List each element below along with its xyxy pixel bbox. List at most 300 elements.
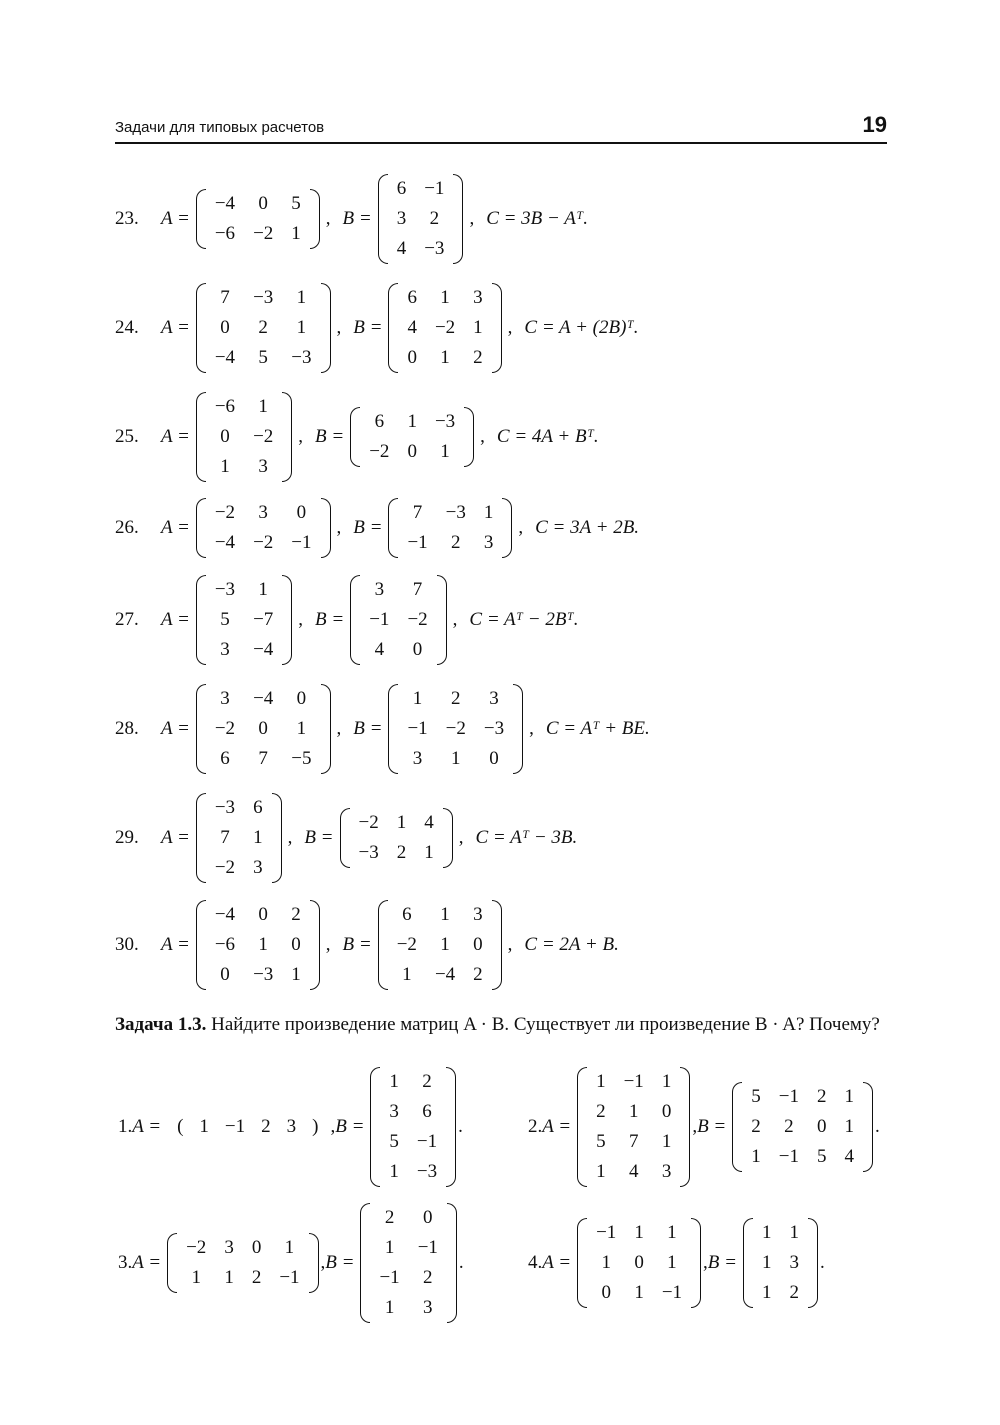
matrix-a — [196, 283, 331, 373]
matrix-row — [398, 528, 502, 558]
matrix-entry: −1 — [778, 1086, 799, 1107]
matrix-entry: 3 — [253, 857, 263, 878]
matrix-b-label: B = — [304, 827, 334, 848]
matrix-row — [206, 930, 310, 960]
vector-entry: 1 — [199, 1116, 209, 1137]
matrix-row — [206, 900, 310, 930]
matrix-entry: 1 — [224, 1267, 234, 1288]
matrix-row — [206, 528, 321, 558]
matrix-entry: 3 — [374, 579, 385, 600]
problem-23 — [115, 174, 588, 264]
formula: C = 3A + 2B. — [535, 517, 640, 538]
matrix-row — [388, 930, 492, 960]
matrix-row — [360, 635, 436, 665]
matrix-entry: 5 — [389, 1131, 399, 1152]
matrix-entry: −6 — [214, 396, 236, 417]
matrix-entry: 2 — [258, 317, 268, 338]
comma: , — [336, 317, 342, 338]
matrix-entry: −2 — [434, 317, 456, 338]
left-paren — [370, 1067, 380, 1187]
vector-entry: 2 — [261, 1116, 271, 1137]
matrix-b-label: B = — [325, 1252, 355, 1273]
matrix-entry: 6 — [422, 1101, 432, 1122]
right-paren — [691, 1218, 701, 1308]
matrix-grid — [388, 900, 492, 990]
matrix-row — [206, 189, 310, 219]
matrix-a-label: A = — [161, 208, 190, 229]
matrix-row — [753, 1278, 808, 1308]
left-paren — [388, 283, 398, 373]
matrix-entry: 1 — [667, 1222, 677, 1243]
matrix-row — [398, 283, 491, 313]
left-paren — [196, 900, 206, 990]
matrix-entry: 1 — [661, 1131, 672, 1152]
matrix-entry: 3 — [389, 1101, 399, 1122]
comma: , — [287, 827, 293, 848]
left-paren — [388, 498, 398, 558]
matrix-entry: −6 — [214, 934, 236, 955]
right-paren — [447, 1203, 457, 1323]
matrix-entry: −3 — [416, 1161, 438, 1182]
matrix-entry: 5 — [751, 1086, 761, 1107]
matrix-entry: 1 — [634, 1282, 644, 1303]
matrix-b-label: B = — [315, 426, 345, 447]
matrix-entry: 1 — [667, 1252, 677, 1273]
matrix-entry: 1 — [389, 1071, 399, 1092]
left-paren — [196, 392, 206, 482]
matrix-entry: −3 — [291, 347, 312, 368]
matrix-entry: 1 — [296, 718, 307, 739]
matrix-row — [388, 174, 454, 204]
matrix-entry: 0 — [412, 639, 423, 660]
matrix-a-label: A = — [161, 517, 190, 538]
matrix-entry: −1 — [778, 1146, 799, 1167]
matrix-row — [398, 343, 491, 373]
matrix-a — [577, 1067, 690, 1187]
comma: , — [518, 517, 524, 538]
matrix-row — [206, 684, 321, 714]
matrix-entry: 1 — [291, 223, 301, 244]
matrix-a-label: A = — [161, 317, 190, 338]
comma: , — [507, 317, 513, 338]
matrix-a-label: A = — [132, 1252, 162, 1273]
matrix-entry: −2 — [253, 223, 274, 244]
comma: , — [480, 426, 485, 447]
left-paren — [196, 283, 206, 373]
matrix-entry: −4 — [214, 347, 236, 368]
matrix-entry: −3 — [483, 718, 505, 739]
task-problem-3: 3. A = −2 3 0 1 1 1 2 −1 , B = 2 0 1 −1 −1 2 1 3 . — [118, 1203, 464, 1323]
matrix-entry: −1 — [417, 1237, 438, 1258]
left-paren — [196, 575, 206, 665]
matrix-entry: 1 — [761, 1252, 772, 1273]
matrix-entry: −2 — [253, 426, 274, 447]
page-number: 19 — [862, 112, 887, 137]
matrix-row — [398, 684, 513, 714]
matrix-entry: −1 — [416, 1131, 438, 1152]
matrix-entry: 5 — [596, 1131, 606, 1152]
matrix-a-label: A = — [132, 1116, 162, 1137]
matrix-entry: −3 — [424, 238, 445, 259]
matrix-row — [360, 605, 436, 635]
matrix-entry: 1 — [412, 688, 423, 709]
matrix-row — [177, 1233, 308, 1263]
matrix-entry: −4 — [253, 688, 274, 709]
matrix-entry: −4 — [214, 532, 236, 553]
problem-number: 3. — [118, 1252, 133, 1273]
comma: , — [325, 208, 331, 229]
left-paren — [378, 174, 388, 264]
matrix-row — [206, 793, 272, 823]
matrix-entry: 0 — [220, 964, 230, 985]
left-paren — [577, 1067, 587, 1187]
matrix-entry: −1 — [596, 1222, 617, 1243]
right-paren — [446, 1067, 456, 1187]
matrix-entry: 1 — [473, 317, 483, 338]
matrix-entry: −1 — [279, 1267, 300, 1288]
matrix-entry: 0 — [220, 426, 230, 447]
matrix-grid — [206, 900, 310, 990]
matrix-a-label: A = — [542, 1116, 572, 1137]
matrix-entry: 2 — [473, 347, 483, 368]
formula: C = 2A + B. — [524, 934, 619, 955]
matrix-grid — [206, 189, 310, 249]
matrix-row — [587, 1278, 691, 1308]
matrix-row — [370, 1203, 446, 1233]
matrix-row — [206, 853, 272, 883]
right-paren — [513, 684, 523, 774]
comma: , — [298, 426, 304, 447]
left-paren — [350, 407, 360, 467]
matrix-entry: 1 — [384, 1297, 395, 1318]
matrix-entry: 7 — [412, 502, 423, 523]
matrix-row — [388, 900, 492, 930]
matrix-entry: 0 — [407, 347, 417, 368]
matrix-entry: 2 — [422, 1071, 432, 1092]
comma: , — [452, 609, 458, 630]
matrix-entry: 4 — [844, 1146, 854, 1167]
matrix-entry: −2 — [214, 857, 236, 878]
right-paren — [492, 900, 502, 990]
matrix-entry: 0 — [473, 934, 483, 955]
vector-entry: −1 — [224, 1116, 246, 1137]
right-paren — [321, 283, 331, 373]
matrix-row — [360, 575, 436, 605]
matrix-row — [753, 1248, 808, 1278]
matrix-entry: 3 — [396, 208, 407, 229]
matrix-entry: −1 — [407, 532, 428, 553]
matrix-row — [206, 823, 272, 853]
matrix-entry: 2 — [751, 1116, 761, 1137]
right-paren — [321, 684, 331, 774]
matrix-row — [587, 1097, 680, 1127]
matrix-entry: 2 — [384, 1207, 395, 1228]
matrix-row — [206, 392, 282, 422]
left-paren — [196, 684, 206, 774]
problem-number: 26. — [115, 517, 139, 538]
right-paren — [680, 1067, 690, 1187]
left-paren — [732, 1082, 742, 1172]
matrix-entry: 7 — [220, 287, 230, 308]
matrix-b — [732, 1082, 873, 1172]
matrix-b — [360, 1203, 456, 1323]
matrix-row — [350, 808, 443, 838]
matrix-entry: −3 — [445, 502, 466, 523]
left-paren — [378, 900, 388, 990]
matrix-row — [206, 498, 321, 528]
matrix-entry: 7 — [628, 1131, 639, 1152]
matrix-entry: −4 — [434, 964, 456, 985]
matrix-grid — [206, 684, 321, 774]
matrix-entry: 1 — [253, 827, 263, 848]
matrix-row — [350, 838, 443, 868]
matrix-entry: 5 — [258, 347, 268, 368]
matrix-row — [206, 744, 321, 774]
matrix-row — [587, 1218, 691, 1248]
right-paren — [502, 498, 512, 558]
matrix-entry: −2 — [186, 1237, 207, 1258]
matrix-grid — [753, 1218, 808, 1308]
matrix-a — [196, 498, 331, 558]
matrix-entry: 5 — [220, 609, 230, 630]
right-paren — [272, 793, 282, 883]
comma: , — [298, 609, 304, 630]
matrix-entry: 1 — [596, 1161, 606, 1182]
matrix-a — [196, 684, 331, 774]
matrix-row — [206, 283, 321, 313]
matrix-grid — [742, 1082, 863, 1172]
problem-number: 2. — [528, 1116, 543, 1137]
matrix-entry: 6 — [407, 287, 417, 308]
matrix-entry: 0 — [634, 1252, 644, 1273]
matrix-entry: 4 — [396, 238, 407, 259]
comma: , — [336, 517, 342, 538]
matrix-entry: 1 — [601, 1252, 611, 1273]
matrix-entry: −1 — [407, 718, 428, 739]
matrix-row — [206, 343, 321, 373]
comma: , — [325, 934, 331, 955]
matrix-entry: 6 — [402, 904, 412, 925]
matrix-row — [388, 960, 492, 990]
matrix-a-label: A = — [161, 426, 190, 447]
matrix-entry: 3 — [412, 748, 423, 769]
task-problem-4: 4. A = −1 1 1 1 0 1 0 1 −1 , B = 1 1 1 3 1 2 . — [528, 1218, 825, 1308]
matrix-entry: 1 — [396, 812, 407, 833]
matrix-entry: −2 — [445, 718, 466, 739]
problem-30 — [115, 900, 619, 990]
matrix-grid — [587, 1218, 691, 1308]
right-paren — [282, 575, 292, 665]
matrix-entry: −1 — [291, 532, 312, 553]
matrix-row — [587, 1157, 680, 1187]
right-paren — [453, 174, 463, 264]
matrix-row — [177, 1263, 308, 1293]
matrix-row — [370, 1263, 446, 1293]
matrix-entry: 3 — [789, 1252, 799, 1273]
matrix-row — [388, 204, 454, 234]
matrix-entry: 1 — [844, 1116, 854, 1137]
matrix-entry: 0 — [816, 1116, 827, 1137]
matrix-entry: 0 — [296, 688, 307, 709]
comma: , — [507, 934, 513, 955]
matrix-b — [350, 407, 474, 467]
matrix-row — [380, 1157, 446, 1187]
matrix-entry: 1 — [596, 1071, 606, 1092]
matrix-entry: 0 — [291, 934, 301, 955]
matrix-grid — [398, 684, 513, 774]
matrix-row — [370, 1293, 446, 1323]
right-paren — [310, 189, 320, 249]
matrix-entry: 3 — [258, 502, 268, 523]
matrix-entry: 3 — [489, 688, 499, 709]
matrix-grid — [350, 808, 443, 868]
matrix-grid — [206, 793, 272, 883]
matrix-entry: −1 — [661, 1282, 683, 1303]
matrix-entry: 2 — [596, 1101, 606, 1122]
formula: C = 3B − Aᵀ. — [486, 208, 588, 229]
matrix-grid — [380, 1067, 446, 1187]
formula: C = Aᵀ + BE. — [545, 718, 650, 739]
matrix-row — [206, 635, 282, 665]
matrix-entry: 0 — [258, 904, 268, 925]
running-header — [115, 108, 887, 144]
matrix-a-label: A = — [542, 1252, 572, 1273]
matrix-a — [196, 392, 292, 482]
matrix-entry: 4 — [424, 812, 434, 833]
matrix-entry: −2 — [396, 934, 417, 955]
matrix-entry: 1 — [440, 904, 450, 925]
matrix-entry: −3 — [253, 964, 274, 985]
matrix-entry: 0 — [489, 748, 499, 769]
matrix-entry: 1 — [296, 317, 307, 338]
left-paren — [340, 808, 350, 868]
left-paren — [743, 1218, 753, 1308]
right-paren — [321, 498, 331, 558]
matrix-entry: 1 — [789, 1222, 799, 1243]
matrix-entry: 3 — [258, 456, 268, 477]
matrix-entry: 1 — [284, 1237, 295, 1258]
matrix-grid — [370, 1203, 446, 1323]
matrix-row — [587, 1067, 680, 1097]
matrix-row — [370, 1233, 446, 1263]
matrix-entry: 2 — [251, 1267, 262, 1288]
matrix-entry: 1 — [440, 934, 450, 955]
matrix-entry: 7 — [258, 748, 268, 769]
matrix-b-label: B = — [335, 1116, 365, 1137]
matrix-grid — [360, 407, 464, 467]
matrix-entry: −4 — [253, 639, 274, 660]
matrix-entry: 3 — [220, 639, 230, 660]
formula: C = 4A + Bᵀ. — [496, 426, 599, 447]
matrix-entry: 3 — [483, 532, 494, 553]
matrix-entry: 0 — [296, 502, 307, 523]
matrix-entry: 1 — [634, 1222, 644, 1243]
matrix-entry: 1 — [220, 456, 230, 477]
problem-number: 23. — [115, 208, 139, 229]
matrix-entry: −1 — [379, 1267, 400, 1288]
matrix-entry: 2 — [789, 1282, 799, 1303]
matrix-row — [398, 313, 491, 343]
matrix-entry: 6 — [253, 797, 263, 818]
comma: , — [469, 208, 475, 229]
problem-number: 30. — [115, 934, 139, 955]
problem-27 — [115, 575, 579, 665]
matrix-entry: 1 — [483, 502, 494, 523]
left-paren — [577, 1218, 587, 1308]
matrix-entry: 0 — [423, 1207, 433, 1228]
right-paren — [808, 1218, 818, 1308]
matrix-entry: −3 — [214, 579, 236, 600]
matrix-entry: 7 — [220, 827, 230, 848]
matrix-grid — [398, 498, 502, 558]
right-paren — [310, 900, 320, 990]
matrix-row — [206, 714, 321, 744]
matrix-entry: 1 — [440, 347, 450, 368]
matrix-b — [350, 575, 446, 665]
right-paren — [464, 407, 474, 467]
formula: C = Aᵀ − 3B. — [475, 827, 578, 848]
matrix-row — [360, 407, 464, 437]
matrix-entry: −1 — [369, 609, 390, 630]
matrix-b — [388, 498, 512, 558]
matrix-entry: 1 — [384, 1237, 395, 1258]
matrix-entry: 0 — [251, 1237, 262, 1258]
matrix-entry: 0 — [258, 193, 268, 214]
matrix-entry: 3 — [224, 1237, 234, 1258]
matrix-b-label: B = — [697, 1116, 727, 1137]
matrix-a-label: A = — [161, 934, 190, 955]
matrix-row — [206, 605, 282, 635]
matrix-entry: 0 — [220, 317, 230, 338]
matrix-entry: 1 — [424, 842, 434, 863]
matrix-row — [206, 452, 282, 482]
matrix-entry: 0 — [407, 441, 417, 462]
formula: C = A + (2B)ᵀ. — [524, 317, 639, 338]
matrix-grid — [587, 1067, 680, 1187]
right-paren — [443, 808, 453, 868]
right-paren — [309, 1233, 319, 1293]
problem-26 — [115, 498, 639, 558]
matrix-entry: −3 — [358, 842, 379, 863]
task-title: Задача 1.3. — [115, 1014, 207, 1035]
matrix-entry: 3 — [473, 287, 483, 308]
matrix-entry: 0 — [258, 718, 268, 739]
matrix-entry: 2 — [451, 688, 461, 709]
matrix-b-label: B = — [315, 609, 345, 630]
matrix-row — [206, 313, 321, 343]
problem-number: 28. — [115, 718, 139, 739]
matrix-entry: 6 — [374, 411, 385, 432]
matrix-entry: 1 — [402, 964, 412, 985]
comma: , — [458, 827, 464, 848]
problem-24 — [115, 283, 639, 373]
matrix-grid — [177, 1233, 308, 1293]
matrix-b — [370, 1067, 456, 1187]
left-paren — [350, 575, 360, 665]
right-paren — [282, 392, 292, 482]
matrix-b — [378, 900, 502, 990]
matrix-row — [742, 1142, 863, 1172]
problem-number: 24. — [115, 317, 139, 338]
vector-entry: 3 — [286, 1116, 297, 1137]
matrix-a-label: A = — [161, 609, 190, 630]
matrix-a — [167, 1233, 318, 1293]
matrix-row — [206, 422, 282, 452]
matrix-b-label: B = — [342, 208, 372, 229]
task-problem-1: 1. A = ( 1 −1 2 3 ) , B = 1 2 3 6 5 −1 1 −3 . — [118, 1067, 463, 1187]
matrix-row — [742, 1112, 863, 1142]
matrix-a-label: A = — [161, 718, 190, 739]
